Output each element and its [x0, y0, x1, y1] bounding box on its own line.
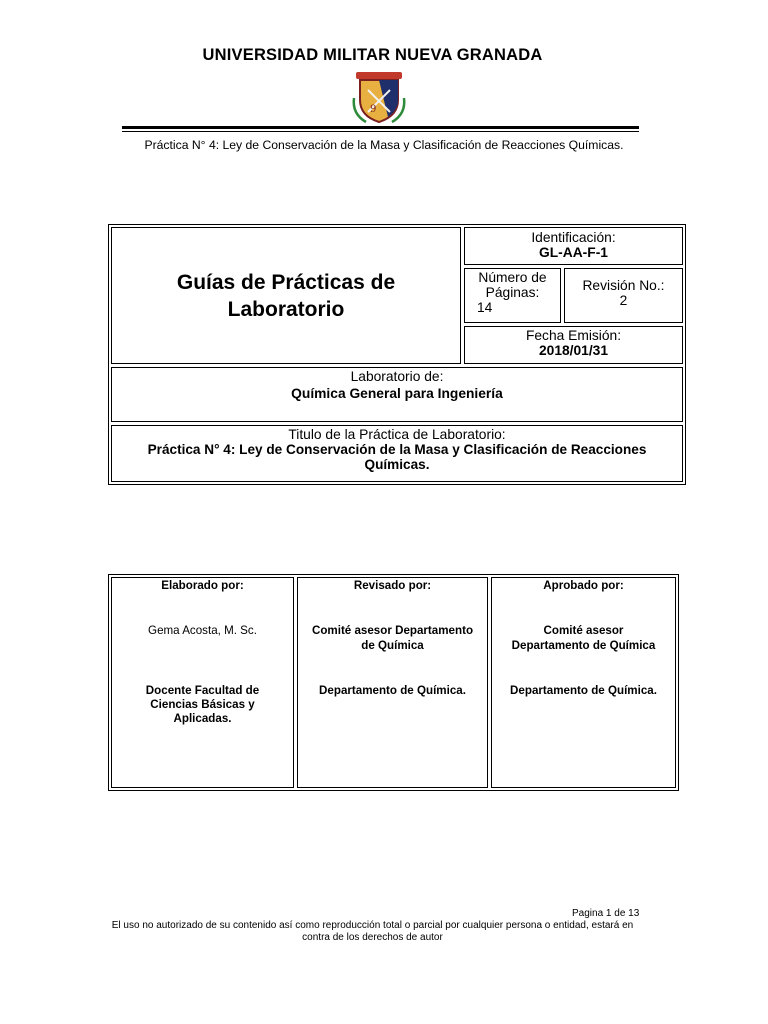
revisado-name-line1: Comité asesor Departamento: [311, 624, 474, 637]
university-title: UNIVERSIDAD MILITAR NUEVA GRANADA: [202, 46, 543, 64]
paginas-label-line2: Páginas:: [485, 285, 540, 300]
copyright-notice: [100, 920, 645, 944]
document-title-cell: [111, 227, 461, 364]
fecha-label: Fecha Emisión:: [525, 328, 622, 343]
titulo-value-line2: Químicas.: [364, 457, 430, 472]
aprobado-name-line2: Departamento de Química: [511, 639, 656, 652]
document-title: Guías de Prácticas de Laboratorio: [176, 270, 396, 321]
elaborado-column: [111, 577, 294, 788]
aprobado-column: [491, 577, 676, 788]
identificacion-cell: [464, 227, 683, 265]
header-divider-thin: [122, 131, 639, 132]
paginas-cell: [464, 268, 561, 323]
identificacion-value: GL-AA-F-1: [539, 245, 608, 260]
elaborado-role-line3: Aplicadas.: [173, 712, 232, 725]
revisado-role: Departamento de Química.: [319, 684, 466, 697]
laboratorio-label: Laboratorio de:: [350, 369, 444, 384]
revisado-column: [297, 577, 488, 788]
revisado-name-line2: de Química: [361, 639, 424, 652]
aprobado-label: Aprobado por:: [543, 579, 624, 592]
paginas-label-line1: Número de: [478, 270, 547, 285]
revision-cell: [564, 268, 683, 323]
titulo-label: Titulo de la Práctica de Laboratorio:: [288, 427, 506, 442]
laboratorio-value: Química General para Ingeniería: [291, 386, 503, 401]
elaborado-role-line1: Docente Facultad de: [145, 684, 260, 697]
copyright-notice-line1: El uso no autorizado de su contenido así como reproducción total o parcial por cualquier persona o entidad, estará en: [111, 920, 634, 931]
elaborado-label: Elaborado por:: [161, 579, 244, 592]
aprobado-role: Departamento de Química.: [510, 684, 657, 697]
copyright-notice-line2: contra de los derechos de autor: [302, 932, 443, 943]
elaborado-role-line2: Ciencias Básicas y: [150, 698, 255, 711]
page-number: Pagina 1 de 13: [572, 908, 640, 919]
university-seal-icon: [348, 70, 410, 124]
titulo-value-line1: Práctica N° 4: Ley de Conservación de la Masa y Clasificación de Reacciones: [147, 442, 647, 457]
revision-label: Revisión No.:: [582, 278, 665, 293]
fecha-cell: [464, 326, 683, 364]
elaborado-name: Gema Acosta, M. Sc.: [148, 624, 257, 637]
fecha-value: 2018/01/31: [538, 343, 609, 358]
aprobado-name-line1: Comité asesor: [543, 624, 624, 637]
header-divider: [122, 126, 639, 129]
practice-subtitle: Práctica N° 4: Ley de Conservación de la Masa y Clasificación de Reacciones Químicas.: [144, 138, 624, 152]
revision-value: 2: [619, 293, 628, 308]
paginas-value: 14: [477, 300, 493, 315]
titulo-cell: [111, 425, 683, 482]
svg-text:9: 9: [370, 104, 377, 115]
revisado-label: Revisado por:: [353, 579, 432, 592]
identificacion-label: Identificación:: [531, 230, 616, 245]
laboratorio-cell: [111, 367, 683, 422]
